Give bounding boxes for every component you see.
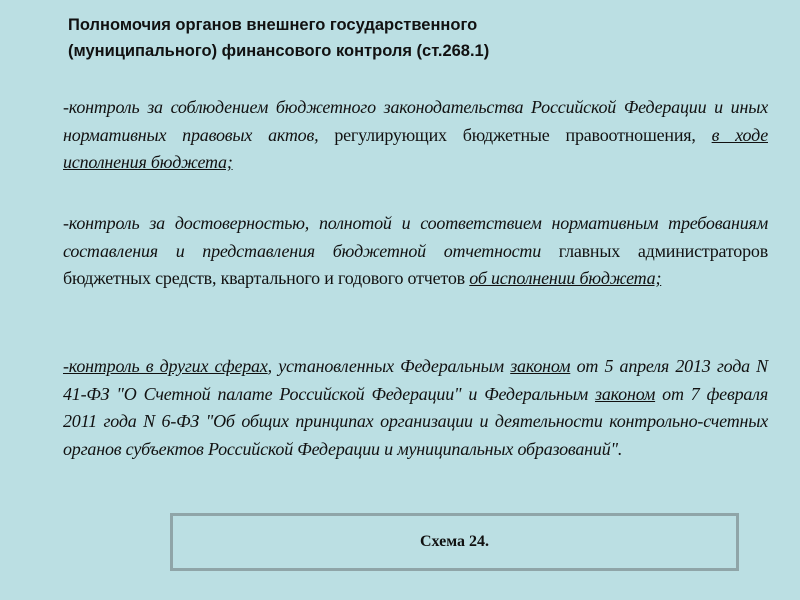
paragraph-other-spheres-control — [63, 353, 768, 463]
paragraph-text: от 5 апреля 2013 года N 41-ФЗ "О Счетной палате Российской Федерации" и Федеральным — [63, 356, 768, 404]
paragraph-text: главных администраторов бюджетных средств, квартального и годового отчетов — [63, 240, 769, 288]
paragraph-reporting-control — [63, 210, 768, 293]
law-link[interactable]: законом — [595, 383, 656, 404]
title-line-2: (муниципального) финансового контроля (ст.268.1) — [68, 42, 490, 60]
paragraph-text: -контроль за соблюдением бюджетного законодательства Российской Федерации и иных нормативных правовых актов, — [63, 97, 768, 145]
underlined-phrase: в ходе исполнения бюджета; — [63, 124, 768, 172]
schema-label: Схема 24. — [419, 533, 490, 550]
paragraph-text: , установленных Федеральным — [267, 356, 511, 376]
law-link[interactable]: законом — [510, 356, 571, 376]
paragraph-text: -контроль за достоверностью, полнотой и соответствием нормативным требованиям составления и представления бюджетной отчетности — [63, 213, 768, 261]
underlined-phrase: об исполнении бюджета; — [469, 268, 662, 288]
paragraph-text: от 7 февраля 2011 года N 6-ФЗ "Об общих принципах организации и деятельности контрольно-счетных органов субъектов Российской Федерации и муниципальных образований". — [63, 383, 768, 459]
title-line-1: Полномочия органов внешнего государственного — [68, 16, 478, 34]
schema-box — [170, 513, 739, 571]
paragraph-text: регулирующих бюджетные правоотношения, — [318, 124, 712, 145]
paragraph-budget-legislation-control — [63, 94, 768, 177]
slide-title — [68, 12, 668, 64]
underlined-phrase: -контроль в других сферах — [63, 356, 268, 376]
